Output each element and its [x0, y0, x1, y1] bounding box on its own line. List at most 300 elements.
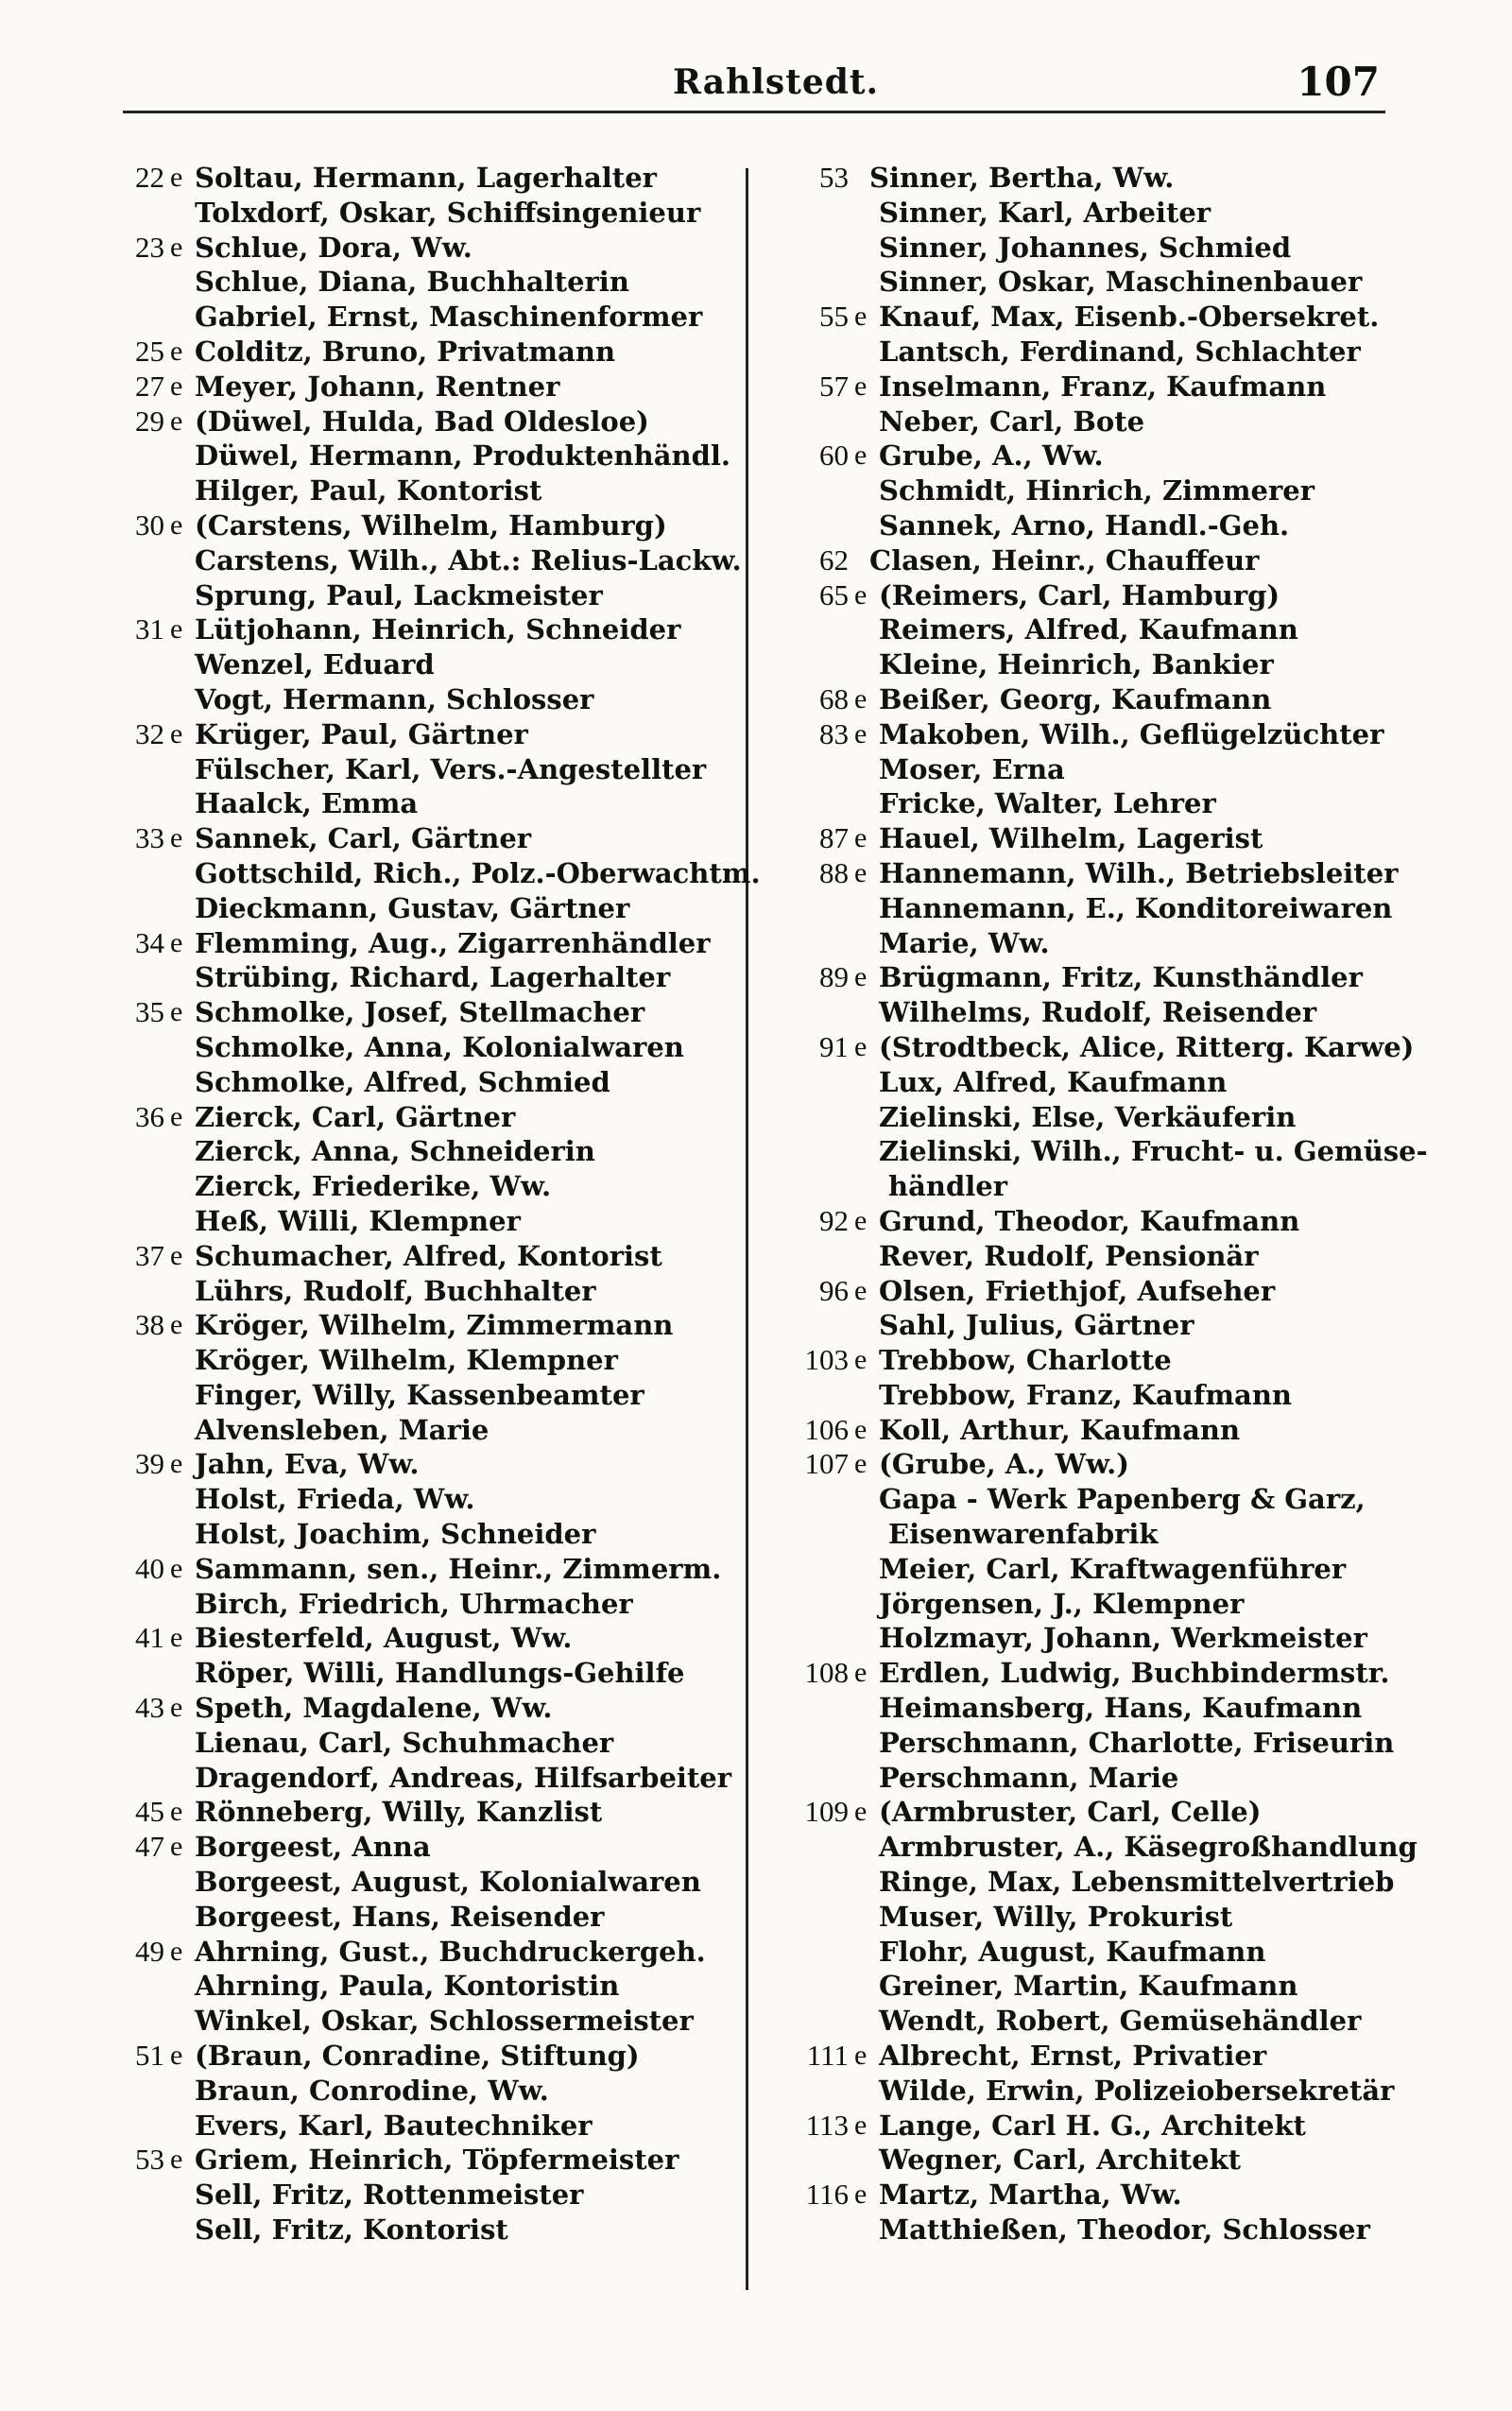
directory-entry: [115, 1517, 730, 1552]
directory-entry: [115, 1447, 730, 1482]
resident-name: Sammann, sen., Heinr., Zimmerm.: [195, 1552, 722, 1585]
resident-name: Greiner, Martin, Kaufmann: [879, 1970, 1298, 2003]
directory-entry: [792, 1274, 1397, 1309]
owner-mark: e: [854, 822, 868, 854]
resident-name: Sannek, Carl, Gärtner: [195, 822, 532, 855]
directory-entry: [792, 752, 1397, 787]
resident-name: Zierck, Friederike, Ww.: [195, 1170, 552, 1203]
directory-entry: [792, 300, 1397, 335]
directory-entry: [115, 1378, 730, 1413]
directory-entry: [792, 1447, 1397, 1482]
owner-mark: e: [854, 2109, 868, 2141]
resident-name: Biesterfeld, August, Ww.: [195, 1622, 573, 1655]
resident-name: Heimansberg, Hans, Kaufmann: [879, 1692, 1363, 1725]
directory-entry: [792, 439, 1397, 474]
resident-name: Kröger, Wilhelm, Klempner: [195, 1344, 618, 1377]
house-number: 68: [819, 681, 849, 715]
owner-mark: e: [854, 1030, 868, 1062]
directory-entry: [115, 1761, 730, 1796]
resident-name: Schmolke, Alfred, Schmied: [195, 1065, 610, 1098]
resident-name: Ahrning, Gust., Buchdruckergeh.: [195, 1935, 706, 1968]
owner-mark: e: [170, 1552, 183, 1584]
resident-name: Erdlen, Ludwig, Buchbindermstr.: [879, 1657, 1390, 1690]
resident-name: Moser, Erna: [879, 752, 1065, 785]
resident-name: Trebbow, Charlotte: [879, 1344, 1172, 1377]
resident-name: Speth, Magdalene, Ww.: [195, 1692, 553, 1725]
resident-name: Flohr, August, Kaufmann: [879, 1935, 1266, 1968]
house-number: 37: [135, 1238, 164, 1272]
owner-mark: e: [170, 162, 183, 193]
directory-entry: [792, 1204, 1397, 1239]
directory-entry: [115, 1308, 730, 1343]
resident-name: Tolxdorf, Oskar, Schiffsingenieur: [195, 196, 701, 229]
owner-mark: e: [854, 1344, 868, 1376]
owner-mark: e: [854, 301, 868, 333]
house-number: 23: [135, 230, 164, 264]
house-number: 89: [819, 960, 849, 994]
house-number: 96: [819, 1273, 849, 1307]
resident-name: Rönneberg, Willy, Kanzlist: [195, 1796, 603, 1829]
owner-mark: e: [170, 1692, 183, 1724]
directory-entry: [792, 1482, 1397, 1517]
resident-name: Braun, Conrodine, Ww.: [195, 2074, 549, 2107]
resident-name: Beißer, Georg, Kaufmann: [879, 682, 1272, 715]
resident-name: Jörgensen, J., Klempner: [879, 1587, 1245, 1620]
directory-entry: [792, 196, 1397, 231]
house-number: 55: [819, 300, 849, 334]
resident-name: Ringe, Max, Lebensmittelvertrieb: [879, 1866, 1395, 1899]
directory-entry: [792, 1378, 1397, 1413]
directory-entry: [115, 1830, 730, 1865]
resident-name: Strübing, Richard, Lagerhalter: [195, 961, 671, 994]
directory-entry: [792, 2074, 1397, 2109]
house-number: 53: [135, 2143, 164, 2177]
directory-entry: [115, 1030, 730, 1065]
resident-name: Evers, Karl, Bautechniker: [195, 2109, 593, 2142]
directory-entry: [115, 1795, 730, 1830]
owner-mark: e: [854, 1413, 868, 1445]
directory-entry: [115, 578, 730, 613]
owner-mark: e: [170, 231, 183, 263]
resident-name: Sannek, Arno, Handl.-Geh.: [879, 508, 1290, 542]
resident-name: Wilde, Erwin, Polizeiobersekretär: [879, 2074, 1395, 2107]
resident-name: Soltau, Hermann, Lagerhalter: [195, 162, 657, 194]
directory-entry: [792, 2004, 1397, 2039]
column-divider: [746, 168, 748, 2290]
house-number: 111: [806, 2039, 849, 2073]
directory-entry: [115, 161, 730, 196]
directory-entry: [792, 370, 1397, 405]
owner-mark: e: [854, 439, 868, 472]
directory-entry: [792, 474, 1397, 508]
resident-name: Koll, Arthur, Kaufmann: [879, 1413, 1241, 1446]
directory-entry: [115, 1935, 730, 1970]
directory-entry: [792, 508, 1397, 543]
directory-entry: [792, 1065, 1397, 1100]
resident-name: Borgeest, Anna: [195, 1831, 431, 1864]
house-number: 83: [819, 716, 849, 750]
directory-entry: [115, 612, 730, 647]
house-number: 116: [805, 2178, 849, 2212]
resident-name: Zierck, Carl, Gärtner: [195, 1100, 516, 1133]
resident-name: (Braun, Conradine, Stiftung): [195, 2040, 640, 2073]
resident-name: Finger, Willy, Kassenbeamter: [195, 1378, 644, 1411]
resident-name: (Strodtbeck, Alice, Ritterg. Karwe): [879, 1030, 1415, 1063]
house-number: 103: [804, 1343, 849, 1377]
directory-entry: [115, 1065, 730, 1100]
directory-entry: [115, 1587, 730, 1622]
resident-name: Holzmayr, Johann, Werkmeister: [879, 1622, 1367, 1655]
house-number: 27: [135, 369, 164, 403]
directory-entry: [115, 856, 761, 891]
house-number: 49: [135, 1934, 164, 1968]
resident-name: (Grube, A., Ww.): [879, 1448, 1129, 1481]
running-head: Rahlstedt.: [673, 62, 880, 102]
resident-name: Armbruster, A., Käsegroßhandlung: [879, 1831, 1418, 1864]
house-number: 113: [805, 2108, 849, 2142]
resident-name: Grund, Theodor, Kaufmann: [879, 1204, 1300, 1237]
resident-name: Schumacher, Alfred, Kontorist: [195, 1239, 662, 1272]
resident-name: Holst, Frieda, Ww.: [195, 1483, 475, 1516]
directory-entry: [792, 1169, 1397, 1204]
resident-name: Hannemann, Wilh., Betriebsleiter: [879, 856, 1399, 889]
house-number: 33: [135, 821, 164, 855]
directory-entry: [115, 891, 730, 926]
resident-name: Zierck, Anna, Schneiderin: [195, 1135, 595, 1168]
resident-name: Kleine, Heinrich, Bankier: [879, 648, 1274, 681]
resident-name: (Düwel, Hulda, Bad Oldesloe): [195, 405, 649, 438]
directory-entry: [115, 682, 730, 717]
owner-mark: e: [170, 717, 183, 749]
owner-mark: e: [170, 2144, 183, 2176]
directory-entry: [115, 335, 730, 370]
house-number: 91: [819, 1029, 849, 1063]
directory-entry: [792, 891, 1397, 926]
owner-mark: e: [854, 1796, 868, 1828]
header-rule: [123, 111, 1385, 113]
directory-entry: [792, 821, 1397, 856]
directory-entry: [792, 2143, 1397, 2178]
resident-name: Sprung, Paul, Lackmeister: [195, 578, 603, 611]
directory-entry: [115, 231, 730, 266]
resident-name: Röper, Willi, Handlungs-Gehilfe: [195, 1657, 685, 1690]
owner-mark: e: [170, 1448, 183, 1480]
house-number: 62: [819, 542, 849, 577]
owner-mark: e: [170, 1622, 183, 1654]
directory-entry: [115, 1343, 730, 1378]
resident-name: Wendt, Robert, Gemüsehändler: [879, 2005, 1362, 2038]
page-number: 107: [1297, 59, 1380, 105]
house-number: 40: [135, 1551, 164, 1585]
directory-entry: [792, 335, 1397, 370]
directory-entry: [792, 578, 1397, 613]
directory-entry: [115, 1969, 730, 2004]
house-number: 31: [135, 612, 164, 646]
directory-entry: [115, 1134, 730, 1169]
directory-entry: [115, 1656, 730, 1691]
owner-mark: e: [170, 613, 183, 646]
directory-entry: [792, 1865, 1397, 1900]
resident-name: Alvensleben, Marie: [195, 1413, 490, 1446]
right-column: [792, 161, 1428, 2247]
owner-mark: e: [854, 856, 868, 888]
resident-name: Schmolke, Anna, Kolonialwaren: [195, 1030, 684, 1063]
owner-mark: e: [854, 2179, 868, 2211]
resident-name: Griem, Heinrich, Töpfermeister: [195, 2144, 679, 2177]
directory-entry: [115, 2004, 730, 2039]
directory-entry: [115, 821, 730, 856]
directory-entry: [115, 196, 730, 231]
resident-name: Sinner, Oskar, Maschinenbauer: [879, 266, 1363, 299]
house-number: 53: [819, 161, 849, 194]
resident-name: Lux, Alfred, Kaufmann: [879, 1065, 1228, 1098]
directory-entry: [115, 1204, 730, 1239]
directory-entry: [115, 1482, 730, 1517]
resident-name: Sell, Fritz, Kontorist: [195, 2213, 508, 2247]
resident-name: Matthießen, Theodor, Schlosser: [879, 2213, 1370, 2247]
house-number: 109: [804, 1795, 849, 1829]
directory-entry: [115, 926, 730, 961]
house-number: 36: [135, 1099, 164, 1133]
resident-name: Schmidt, Hinrich, Zimmerer: [879, 474, 1314, 508]
house-number: 108: [804, 1656, 849, 1690]
directory-entry: [792, 1621, 1397, 1656]
house-number: 43: [135, 1691, 164, 1725]
directory-entry: [115, 2178, 730, 2213]
resident-name: Ahrning, Paula, Kontoristin: [195, 1970, 620, 2003]
resident-name: Sinner, Bertha, Ww.: [869, 162, 1175, 194]
resident-name: Lütjohann, Heinrich, Schneider: [195, 613, 681, 646]
resident-name: Wegner, Carl, Architekt: [879, 2144, 1242, 2177]
owner-mark: e: [854, 1204, 868, 1236]
house-number: 45: [135, 1795, 164, 1829]
directory-entry: [792, 1343, 1397, 1378]
page-header: [0, 55, 1512, 112]
resident-name: Schmolke, Josef, Stellmacher: [195, 996, 645, 1029]
resident-name: Sahl, Julius, Gärtner: [879, 1309, 1194, 1342]
owner-mark: e: [854, 370, 868, 402]
resident-name: Colditz, Bruno, Privatmann: [195, 335, 616, 368]
directory-entry: [115, 2143, 730, 2178]
directory-entry: [792, 1935, 1397, 1970]
resident-name: Hilger, Paul, Kontorist: [195, 474, 542, 508]
directory-entry: [115, 2213, 730, 2247]
directory-entry: [115, 717, 730, 752]
resident-name: Lührs, Rudolf, Buchhalter: [195, 1274, 596, 1307]
house-number: 25: [135, 334, 164, 368]
owner-mark: e: [854, 717, 868, 749]
owner-mark: e: [170, 370, 183, 402]
owner-mark: e: [854, 961, 868, 993]
owner-mark: e: [854, 578, 868, 611]
entry-continuation: händler: [888, 1170, 1007, 1203]
resident-name: Borgeest, Hans, Reisender: [195, 1900, 605, 1933]
house-number: 92: [819, 1203, 849, 1237]
resident-name: Zielinski, Wilh., Frucht- u. Gemüse-: [879, 1135, 1428, 1168]
house-number: 35: [135, 995, 164, 1029]
resident-name: Jahn, Eva, Ww.: [195, 1448, 420, 1481]
directory-entry: [115, 1274, 730, 1309]
resident-name: Brügmann, Fritz, Kunsthändler: [879, 961, 1363, 994]
resident-name: Marie, Ww.: [879, 926, 1050, 959]
entry-continuation: Eisenwarenfabrik: [888, 1518, 1159, 1551]
resident-name: Lantsch, Ferdinand, Schlachter: [879, 335, 1361, 368]
resident-name: Dragendorf, Andreas, Hilfsarbeiter: [195, 1761, 732, 1794]
directory-entry: [115, 2109, 730, 2144]
resident-name: Holst, Joachim, Schneider: [195, 1518, 596, 1551]
house-number: 87: [819, 821, 849, 855]
directory-entry: [115, 1100, 730, 1135]
directory-entry: [115, 439, 730, 474]
directory-entry: [792, 1726, 1397, 1761]
resident-name: Albrecht, Ernst, Privatier: [879, 2040, 1267, 2073]
directory-entry: [115, 960, 730, 995]
directory-entry: [792, 1100, 1397, 1135]
resident-name: Sell, Fritz, Rottenmeister: [195, 2179, 584, 2212]
resident-name: Neber, Carl, Bote: [879, 405, 1145, 438]
resident-name: Gabriel, Ernst, Maschinenformer: [195, 301, 703, 334]
owner-mark: e: [854, 1657, 868, 1689]
owner-mark: e: [170, 926, 183, 958]
resident-name: Heß, Willi, Klempner: [195, 1204, 521, 1237]
directory-entry: [792, 1969, 1397, 2004]
directory-entry: [115, 508, 730, 543]
directory-entry: [115, 2039, 730, 2074]
directory-entry: [115, 1169, 730, 1204]
resident-name: Haalck, Emma: [195, 787, 419, 820]
directory-entry: [792, 647, 1397, 682]
resident-name: Meyer, Johann, Rentner: [195, 370, 560, 403]
resident-name: Grube, A., Ww.: [879, 439, 1104, 473]
resident-name: Hannemann, E., Konditoreiwaren: [879, 891, 1393, 924]
resident-name: (Reimers, Carl, Hamburg): [879, 578, 1280, 611]
house-number: 38: [135, 1308, 164, 1342]
resident-name: Vogt, Hermann, Schlosser: [195, 682, 594, 715]
directory-entry: [792, 1413, 1397, 1448]
owner-mark: e: [170, 1831, 183, 1863]
directory-entry: [115, 1413, 730, 1448]
directory-entry: [115, 1691, 730, 1726]
resident-name: Makoben, Wilh., Geflügelzüchter: [879, 717, 1384, 750]
resident-name: Wenzel, Eduard: [195, 648, 435, 681]
resident-name: Birch, Friedrich, Uhrmacher: [195, 1587, 633, 1620]
owner-mark: e: [170, 1796, 183, 1828]
directory-entry: [792, 995, 1397, 1030]
directory-entry: [792, 1552, 1397, 1587]
owner-mark: e: [170, 1100, 183, 1132]
resident-name: Winkel, Oskar, Schlossermeister: [195, 2005, 694, 2038]
owner-mark: e: [854, 2040, 868, 2072]
directory-entry: [792, 161, 1397, 196]
house-number: 88: [819, 855, 849, 889]
directory-entry: [115, 2074, 730, 2109]
owner-mark: e: [854, 1448, 868, 1480]
owner-mark: e: [170, 1309, 183, 1341]
house-number: 30: [135, 508, 164, 542]
directory-entry: [792, 1308, 1397, 1343]
directory-entry: [115, 543, 742, 578]
directory-entry: [115, 752, 730, 787]
directory-entry: [115, 1865, 730, 1900]
owner-mark: e: [170, 508, 183, 541]
resident-name: Carstens, Wilh., Abt.: Relius-Lackw.: [195, 543, 742, 577]
resident-name: Flemming, Aug., Zigarrenhändler: [195, 926, 711, 959]
owner-mark: e: [170, 822, 183, 854]
resident-name: Perschmann, Marie: [879, 1761, 1179, 1794]
owner-mark: e: [170, 1239, 183, 1271]
resident-name: Rever, Rudolf, Pensionär: [879, 1239, 1259, 1272]
resident-name: Schlue, Dora, Ww.: [195, 231, 472, 264]
directory-entry: [792, 1587, 1397, 1622]
house-number: 65: [819, 577, 849, 611]
resident-name: (Carstens, Wilhelm, Hamburg): [195, 508, 667, 542]
house-number: 22: [135, 161, 164, 194]
resident-name: Perschmann, Charlotte, Friseurin: [879, 1726, 1395, 1759]
resident-name: Zielinski, Else, Verkäuferin: [879, 1100, 1297, 1133]
resident-name: Borgeest, August, Kolonialwaren: [195, 1866, 701, 1899]
directory-entry: [115, 647, 730, 682]
house-number: 29: [135, 404, 164, 438]
directory-entry: [792, 1517, 1397, 1552]
directory-entry: [792, 960, 1397, 995]
directory-entry: [115, 1552, 730, 1587]
house-number: 51: [135, 2039, 164, 2073]
resident-name: Inselmann, Franz, Kaufmann: [879, 370, 1327, 403]
owner-mark: e: [170, 1935, 183, 1967]
directory-entry: [115, 405, 730, 439]
directory-entry: [792, 2178, 1397, 2213]
house-number: 32: [135, 716, 164, 750]
directory-entry: [792, 612, 1397, 647]
owner-mark: e: [170, 996, 183, 1028]
directory-entry: [115, 786, 730, 821]
resident-name: Reimers, Alfred, Kaufmann: [879, 613, 1298, 646]
directory-entry: [115, 265, 730, 300]
resident-name: Meier, Carl, Kraftwagenführer: [879, 1552, 1347, 1585]
resident-name: Schlue, Diana, Buchhalterin: [195, 266, 629, 299]
resident-name: Trebbow, Franz, Kaufmann: [879, 1378, 1292, 1411]
directory-entry: [115, 1239, 730, 1274]
owner-mark: e: [854, 682, 868, 715]
directory-entry: [115, 370, 730, 405]
house-number: 106: [804, 1412, 849, 1446]
resident-name: Gapa - Werk Papenberg & Garz,: [879, 1483, 1366, 1516]
resident-name: Sinner, Karl, Arbeiter: [879, 196, 1211, 229]
house-number: 57: [819, 369, 849, 403]
resident-name: Wilhelms, Rudolf, Reisender: [879, 996, 1317, 1029]
house-number: 39: [135, 1447, 164, 1481]
directory-entry: [792, 2039, 1397, 2074]
resident-name: Lienau, Carl, Schuhmacher: [195, 1726, 614, 1759]
directory-entry: [792, 1900, 1397, 1935]
resident-name: (Armbruster, Carl, Celle): [879, 1796, 1262, 1829]
owner-mark: e: [854, 1274, 868, 1306]
resident-name: Sinner, Johannes, Schmied: [879, 231, 1292, 264]
owner-mark: e: [170, 335, 183, 367]
resident-name: Olsen, Friethjof, Aufseher: [879, 1274, 1276, 1307]
resident-name: Düwel, Hermann, Produktenhändl.: [195, 439, 730, 473]
directory-entry: [792, 265, 1397, 300]
resident-name: Knauf, Max, Eisenb.-Obersekret.: [879, 301, 1380, 334]
house-number: 107: [804, 1447, 849, 1481]
directory-entry: [792, 926, 1397, 961]
resident-name: Clasen, Heinr., Chauffeur: [869, 543, 1260, 577]
house-number: 41: [135, 1621, 164, 1655]
directory-entry: [115, 300, 730, 335]
directory-entry: [792, 1761, 1397, 1796]
directory-entry: [115, 1900, 730, 1935]
directory-entry: [792, 1795, 1397, 1830]
